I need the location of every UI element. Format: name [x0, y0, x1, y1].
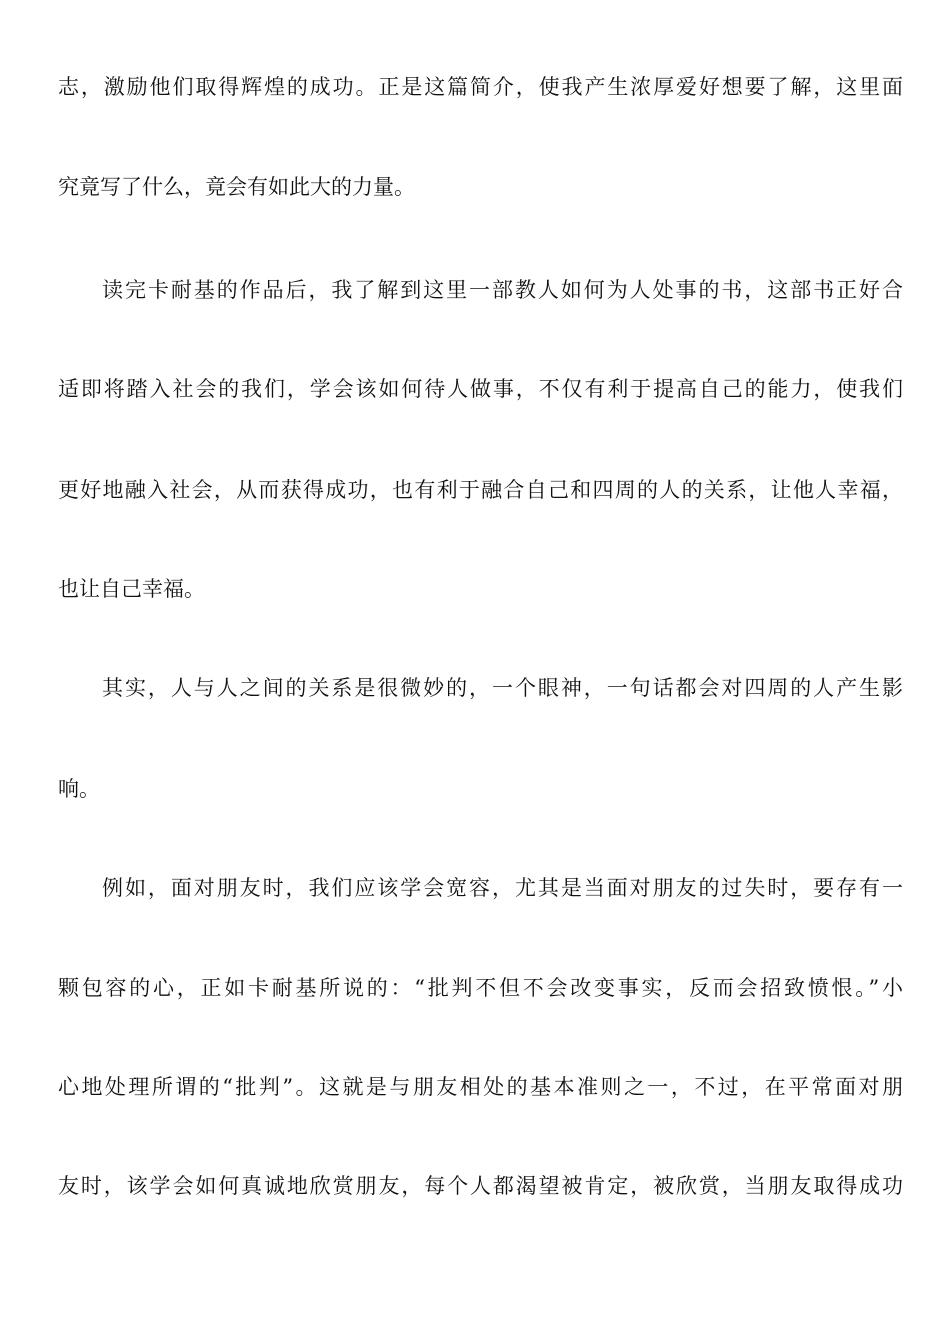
text-line: 志，激励他们取得辉煌的成功。正是这篇简介，使我产生浓厚爱好想要了解，这里面 [58, 75, 903, 99]
text-line: 心地处理所谓的“批判”。这就是与朋友相处的基本准则之一，不过，在平常面对朋 [58, 1075, 903, 1099]
text-line: 适即将踏入社会的我们，学会该如何待人做事，不仅有利于提高自己的能力，使我们 [58, 377, 903, 401]
text-line: 读完卡耐基的作品后，我了解到这里一部教人如何为人处事的书，这部书正好合 [102, 278, 903, 302]
text-line: 其实，人与人之间的关系是很微妙的，一个眼神，一句话都会对四周的人产生影 [102, 676, 903, 700]
text-line: 例如，面对朋友时，我们应该学会宽容，尤其是当面对朋友的过失时，要存有一 [102, 876, 903, 900]
text-line: 友时，该学会如何真诚地欣赏朋友，每个人都渴望被肯定，被欣赏，当朋友取得成功 [58, 1174, 903, 1198]
text-line: 更好地融入社会，从而获得成功，也有利于融合自己和四周的人的关系，让他人幸福， [58, 478, 903, 502]
text-line: 响。 [58, 777, 100, 801]
text-line: 颗包容的心，正如卡耐基所说的：“批判不但不会改变事实，反而会招致愤恨。”小 [58, 976, 903, 1000]
text-line: 究竟写了什么，竟会有如此大的力量。 [58, 175, 415, 199]
text-line: 也让自己幸福。 [58, 577, 205, 601]
